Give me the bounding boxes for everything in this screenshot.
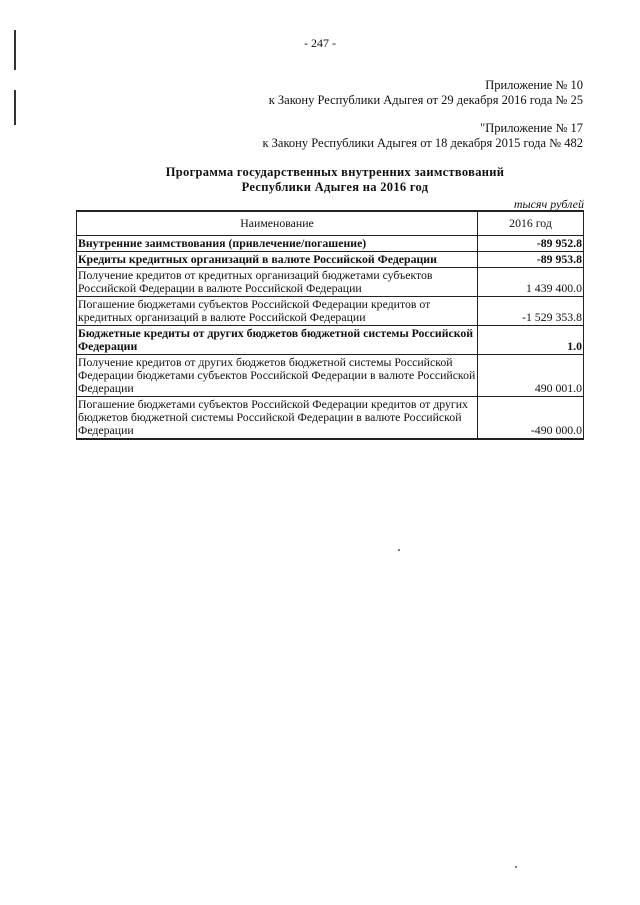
row-name: Получение кредитов от других бюджетов бюджетной системы Российской Федерации бюджетами субъектов Российской Федерации в валюте Российской Федерации	[77, 355, 478, 397]
row-name: Кредиты кредитных организаций в валюте Российской Федерации	[77, 252, 478, 268]
row-amount: 1.0	[478, 326, 584, 355]
row-name: Погашение бюджетами субъектов Российской Федерации кредитов от кредитных организаций в валюте Российской Федерации	[77, 297, 478, 326]
table-row	[77, 297, 584, 326]
row-amount: 1 439 400.0	[478, 268, 584, 297]
row-amount: -89 953.8	[478, 252, 584, 268]
row-name: Получение кредитов от кредитных организаций бюджетами субъектов Российской Федерации в валюте Российской Федерации	[77, 268, 478, 297]
row-amount: 490 001.0	[478, 355, 584, 397]
table-row	[77, 252, 584, 268]
appendix-current	[269, 78, 583, 108]
scan-edge-mark	[14, 90, 16, 125]
appendix-current-line2: к Закону Республики Адыгея от 29 декабря 2016 года № 25	[268, 93, 583, 107]
appendix-original	[262, 121, 583, 151]
units-label: тысяч рублей	[513, 197, 584, 211]
appendix-original-line2: к Закону Республики Адыгея от 18 декабря 2015 года № 482	[262, 136, 583, 150]
table-row	[77, 355, 584, 397]
table-row	[77, 268, 584, 297]
row-name: Внутренние заимствования (привлечение/погашение)	[77, 236, 478, 252]
title-line2: Республики Адыгея на 2016 год	[241, 180, 429, 194]
row-amount: -1 529 353.8	[478, 297, 584, 326]
row-amount: -490 000.0	[478, 397, 584, 440]
header-name: Наименование	[77, 211, 478, 236]
appendix-original-line1: "Приложение № 17	[480, 121, 583, 135]
scan-speck	[515, 866, 517, 868]
appendix-current-line1: Приложение № 10	[485, 78, 583, 92]
row-name: Бюджетные кредиты от других бюджетов бюджетной системы Российской Федерации	[77, 326, 478, 355]
row-name: Погашение бюджетами субъектов Российской Федерации кредитов от других бюджетов бюджетной системы Российской Федерации в валюте Российской Федерации	[77, 397, 478, 440]
row-amount: -89 952.8	[478, 236, 584, 252]
document-title	[100, 165, 570, 195]
title-line1: Программа государственных внутренних заимствований	[165, 165, 505, 179]
table-row	[77, 236, 584, 252]
table-header-row	[77, 211, 584, 236]
header-year: 2016 год	[478, 211, 584, 236]
table-row	[77, 326, 584, 355]
page-number: - 247 -	[304, 36, 336, 50]
scan-speck	[398, 549, 400, 551]
borrowings-table	[76, 210, 584, 440]
table-row	[77, 397, 584, 440]
